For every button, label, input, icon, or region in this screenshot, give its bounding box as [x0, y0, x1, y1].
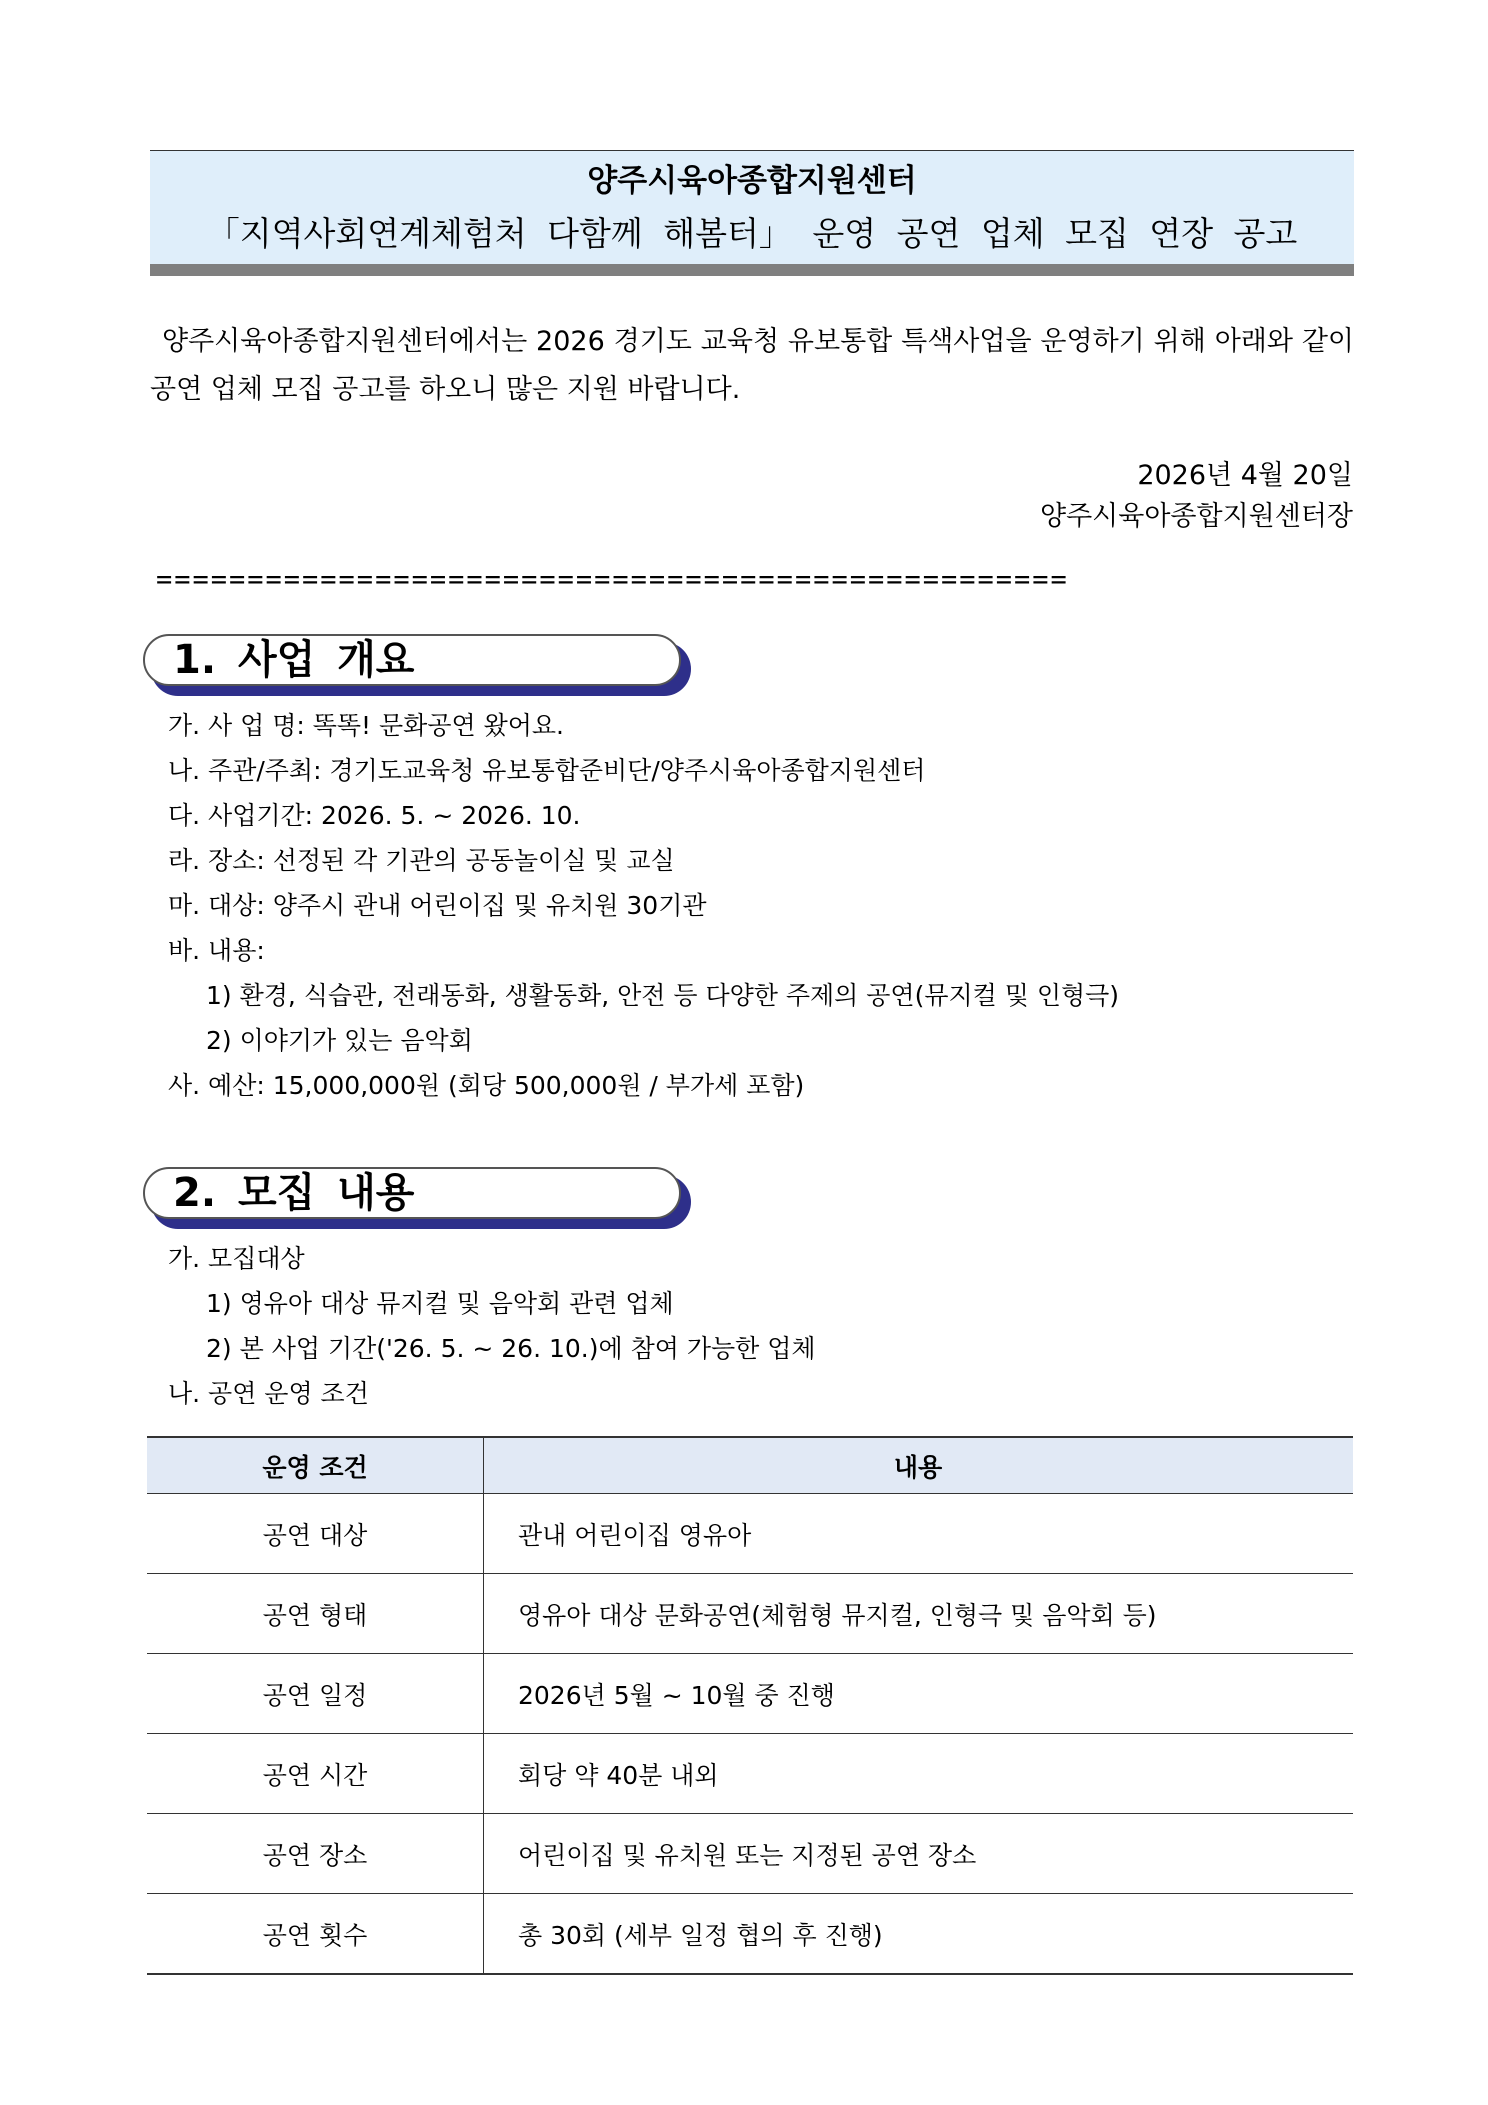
section2-header: [143, 1167, 691, 1229]
table-cell-condition: 공연 형태: [147, 1574, 484, 1654]
table-cell-content: 어린이집 및 유치원 또는 지정된 공연 장소: [484, 1814, 1354, 1894]
section1-list: [168, 703, 1119, 1108]
table-row: [147, 1654, 1353, 1734]
table-cell-content: 회당 약 40분 내외: [484, 1734, 1354, 1814]
list-subitem: 1) 영유아 대상 뮤지컬 및 음악회 관련 업체: [206, 1289, 674, 1318]
table-row: [147, 1814, 1353, 1894]
section2-title: 2. 모집 내용: [173, 1170, 415, 1216]
list-subitem: 1) 환경, 식습관, 전래동화, 생활동화, 안전 등 다양한 주제의 공연(뮤지컬 및 인형극): [206, 981, 1120, 1010]
list-item: 바. 내용:: [168, 936, 265, 965]
table-cell-content: 관내 어린이집 영유아: [484, 1494, 1354, 1574]
org-title: 양주시육아종합지원센터: [587, 163, 917, 199]
table-row: [147, 1574, 1353, 1654]
list-item: 나. 공연 운영 조건: [168, 1379, 369, 1408]
section1-title: 1. 사업 개요: [173, 637, 415, 683]
section1-header: [143, 634, 691, 696]
table-row: [147, 1494, 1353, 1574]
table-cell-content: 2026년 5월 ~ 10월 중 진행: [484, 1654, 1354, 1734]
notice-title: 「지역사회연계체험처 다함께 해봄터」 운영 공연 업체 모집 연장 공고: [206, 214, 1298, 253]
table-header-condition: 운영 조건: [147, 1437, 484, 1494]
intro-paragraph: 양주시육아종합지원센터에서는 2026 경기도 교육청 유보통합 특색사업을 운영하기 위해 아래와 같이 공연 업체 모집 공고를 하오니 많은 지원 바랍니다.: [150, 326, 1354, 405]
table-row: [147, 1894, 1353, 1975]
list-item: 가. 사 업 명: 똑똑! 문화공연 왔어요.: [168, 711, 564, 740]
table-cell-condition: 공연 시간: [147, 1734, 484, 1814]
table-row: [147, 1734, 1353, 1814]
signature: 양주시육아종합지원센터장: [1040, 501, 1353, 532]
list-subitem: 2) 본 사업 기간('26. 5. ~ 26. 10.)에 참여 가능한 업체: [206, 1334, 816, 1363]
list-item: 가. 모집대상: [168, 1244, 305, 1273]
table-cell-condition: 공연 일정: [147, 1654, 484, 1734]
table-cell-condition: 공연 횟수: [147, 1894, 484, 1975]
list-item: 사. 예산: 15,000,000원 (회당 500,000원 / 부가세 포함): [168, 1071, 805, 1100]
section2-list: [168, 1236, 816, 1416]
table-cell-content: 영유아 대상 문화공연(체험형 뮤지컬, 인형극 및 음악회 등): [484, 1574, 1354, 1654]
list-subitem: 2) 이야기가 있는 음악회: [206, 1026, 473, 1055]
list-item: 다. 사업기간: 2026. 5. ~ 2026. 10.: [168, 801, 581, 830]
table-cell-condition: 공연 대상: [147, 1494, 484, 1574]
list-item: 라. 장소: 선정된 각 기관의 공동놀이실 및 교실: [168, 846, 675, 875]
notice-date: 2026년 4월 20일: [1137, 460, 1353, 491]
title-underline-bar: [150, 264, 1354, 276]
list-item: 나. 주관/주최: 경기도교육청 유보통합준비단/양주시육아종합지원센터: [168, 756, 926, 785]
table-cell-condition: 공연 장소: [147, 1814, 484, 1894]
list-item: 마. 대상: 양주시 관내 어린이집 및 유치원 30기관: [168, 891, 707, 920]
table-header-row: [147, 1437, 1353, 1494]
table-cell-content: 총 30회 (세부 일정 협의 후 진행): [484, 1894, 1354, 1975]
divider-line: ==================================================: [156, 564, 1069, 595]
table-header-content: 내용: [484, 1437, 1354, 1494]
operation-conditions-table: [147, 1436, 1353, 1975]
